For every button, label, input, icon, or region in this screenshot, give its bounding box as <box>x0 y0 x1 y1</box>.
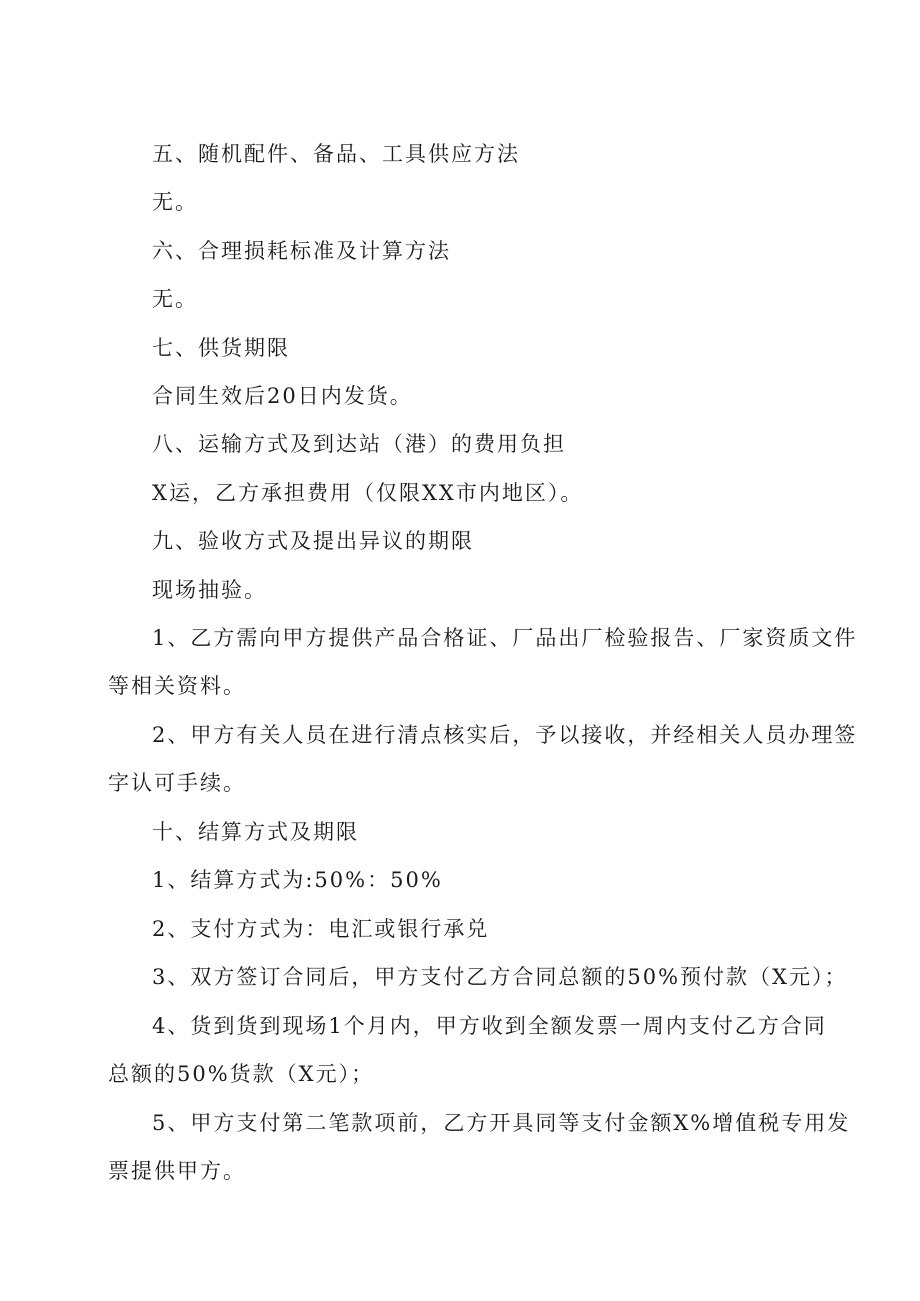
section-8-heading: 八、运输方式及到达站（港）的费用负担 <box>152 432 566 456</box>
section-10-item-4-line-1: 4、货到货到现场1个月内，甲方收到全额发票一周内支付乙方合同 <box>152 1014 827 1038</box>
section-10-item-3: 3、双方签订合同后，甲方支付乙方合同总额的50%预付款（X元）； <box>152 965 848 989</box>
section-5-body: 无。 <box>152 190 198 214</box>
section-10-item-5-line-1: 5、甲方支付第二笔款项前，乙方开具同等支付金额X%增值税专用发 <box>152 1111 851 1135</box>
section-5-heading: 五、随机配件、备品、工具供应方法 <box>152 142 520 166</box>
section-6-body: 无。 <box>152 287 198 311</box>
section-9-body: 现场抽验。 <box>152 578 267 602</box>
section-10-item-1: 1、结算方式为:50%：50% <box>152 868 443 892</box>
section-9-item-1-line-2: 等相关资料。 <box>108 674 246 698</box>
section-9-item-1-line-1: 1、乙方需向甲方提供产品合格证、厂品出厂检验报告、厂家资质文件 <box>152 626 858 650</box>
section-9-item-2-line-1: 2、甲方有关人员在进行清点核实后，予以接收，并经相关人员办理签 <box>152 723 858 747</box>
section-7-heading: 七、供货期限 <box>152 336 290 360</box>
section-8-body: X运，乙方承担费用（仅限XX市内地区）。 <box>152 481 584 505</box>
section-7-body: 合同生效后20日内发货。 <box>152 384 413 408</box>
section-9-heading: 九、验收方式及提出异议的期限 <box>152 529 474 553</box>
section-6-heading: 六、合理损耗标准及计算方法 <box>152 239 451 263</box>
section-9-item-2-line-2: 字认可手续。 <box>108 771 246 795</box>
section-10-item-4-line-2: 总额的50%货款（X元）； <box>108 1062 375 1086</box>
section-10-item-2: 2、支付方式为：电汇或银行承兑 <box>152 917 490 941</box>
section-10-item-5-line-2: 票提供甲方。 <box>108 1159 246 1183</box>
section-10-heading: 十、结算方式及期限 <box>152 820 359 844</box>
